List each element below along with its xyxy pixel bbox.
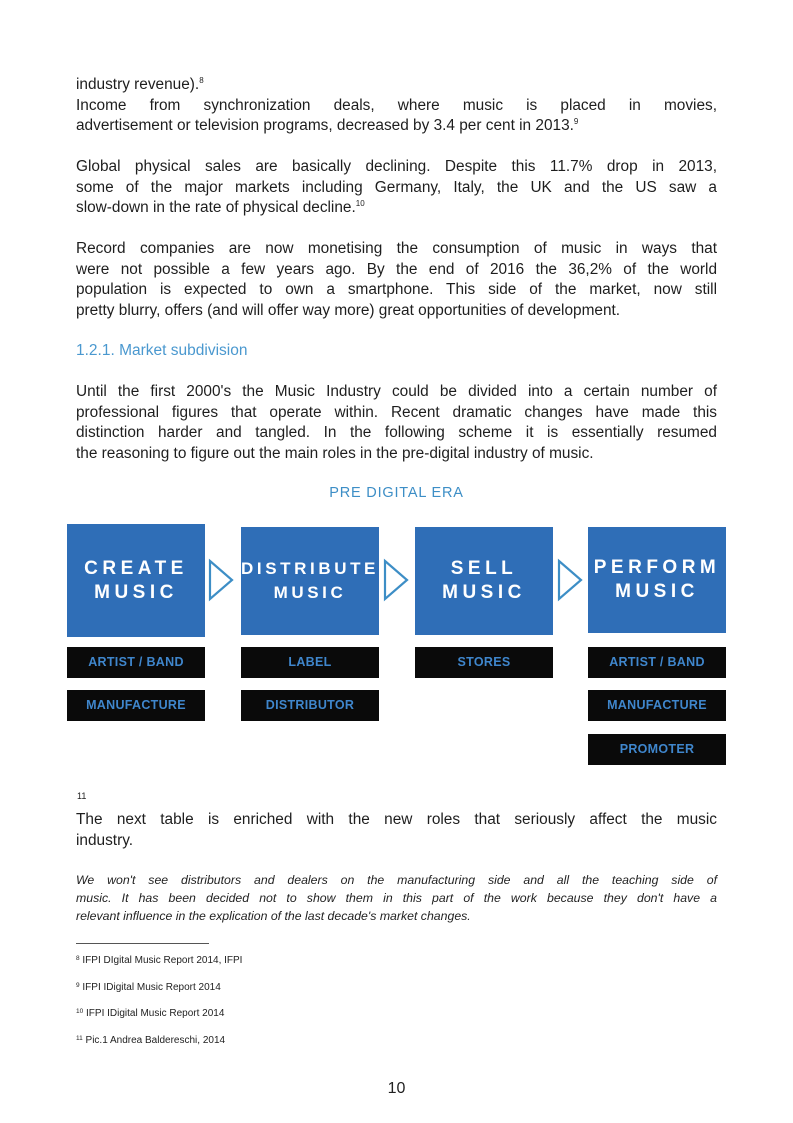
stage-label: MUSIC <box>273 583 347 602</box>
footnote: $^9$ IFPI IDigital Music Report 2014 <box>76 982 221 993</box>
footnote-divider <box>76 943 209 944</box>
text-line: industry. <box>76 831 134 849</box>
text-line: Until the first 2000's the Music Industry could be divided into a certain number of <box>76 383 717 400</box>
text-line: slow-down in the rate of physical decline.$^{10}$ <box>76 199 365 217</box>
text-line: some of the major markets including Germany, Italy, the UK and the US saw a <box>76 178 717 196</box>
stage-label: MUSIC <box>94 581 178 603</box>
role-label: ARTIST / BAND <box>67 647 205 678</box>
stage-label: DISTRIBUTE <box>241 559 379 578</box>
arrow-right-icon <box>206 558 236 602</box>
text-line: The next table is enriched with the new roles that seriously affect the music <box>76 811 717 828</box>
stage-label: MUSIC <box>442 582 526 603</box>
paragraph-revenue <box>76 75 717 137</box>
role-label: MANUFACTURE <box>67 690 205 721</box>
stage-distribute-box <box>241 527 379 635</box>
diagram-title: PRE DIGITAL ERA <box>329 485 464 501</box>
role-label: DISTRIBUTOR <box>241 690 379 721</box>
footnote: $^{11}$ Pic.1 Andrea Baldereschi, 2014 <box>76 1035 226 1046</box>
footnote-ref: 10 <box>355 199 365 209</box>
text-line: music. It has been decided not to show them in this part of the work because they don't have a <box>76 891 717 905</box>
text-line: relevant influence in the explication of the last decade's market changes. <box>76 909 471 923</box>
role-label: STORES <box>415 647 553 678</box>
stage-label: MUSIC <box>615 581 699 602</box>
stage-label: PERFORM <box>593 557 721 578</box>
text-line: Global physical sales are basically declining. Despite this 11.7% drop in 2013, <box>76 158 717 175</box>
role-label: ARTIST / BAND <box>588 647 726 678</box>
paragraph-record-companies <box>76 239 717 321</box>
stage-sell-box <box>415 527 553 635</box>
text-line: were not possible a few years ago. By the end of 2016 the 36,2% of the world <box>76 260 717 278</box>
role-label: LABEL <box>241 647 379 678</box>
text-line: pretty blurry, offers (and will offer way more) great opportunities of development. <box>76 301 621 319</box>
page-number: 10 <box>387 1080 406 1097</box>
text-line: distinction harder and tangled. In the following scheme it is essentially resumed <box>76 424 717 442</box>
stage-label: CREATE <box>84 557 188 579</box>
italic-note <box>76 871 717 925</box>
footnote-ref: 8 <box>199 76 204 85</box>
text-line: Income from synchronization deals, where music is placed in movies, <box>76 96 717 114</box>
figure-footnote-ref: 11 <box>77 791 87 801</box>
text-line: Record companies are now monetising the consumption of music in ways that <box>76 240 717 257</box>
paragraph-next-table <box>76 810 717 851</box>
arrow-right-icon <box>381 558 411 602</box>
text-line: population is expected to own a smartphone. This side of the market, now still <box>76 281 717 299</box>
stage-perform-box <box>588 527 726 633</box>
text-line: advertisement or television programs, decreased by 3.4 per cent in 2013.$^9$ <box>76 117 579 135</box>
arrow-right-icon <box>555 558 585 602</box>
paragraph-physical-sales <box>76 157 717 219</box>
text-line: the reasoning to figure out the main roles in the pre-digital industry of music. <box>76 444 594 462</box>
role-label: PROMOTER <box>588 734 726 765</box>
stage-create-box <box>67 524 205 637</box>
footnote: $^{10}$ IFPI IDigital Music Report 2014 <box>76 1008 225 1019</box>
stage-label: SELL <box>450 558 518 579</box>
section-heading: 1.2.1. Market subdivision <box>76 342 248 359</box>
text-line: professional figures that operate within. Recent dramatic changes have made this <box>76 403 717 421</box>
footnote-ref: 9 <box>573 117 579 127</box>
paragraph-market-subdivision <box>76 382 717 464</box>
role-label: MANUFACTURE <box>588 690 726 721</box>
text-line: We won't see distributors and dealers on the manufacturing side and all the teaching side of <box>76 873 717 887</box>
text-line: industry revenue).$^8$ <box>76 76 204 93</box>
footnote: $^8$ IFPI DIgital Music Report 2014, IFPI <box>76 955 243 966</box>
